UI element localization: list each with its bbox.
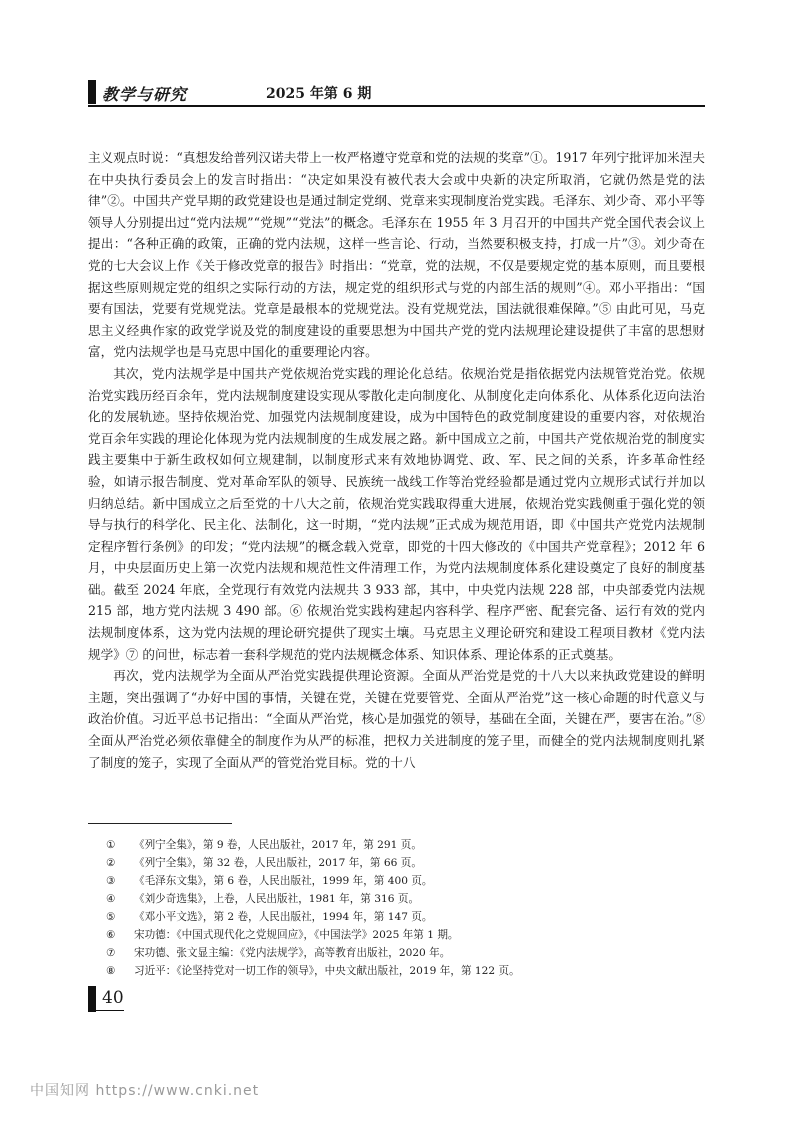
footnote-text: 《邓小平文选》，第 2 卷，人民出版社，1994 年，第 147 页。 [134,911,433,923]
footnote [106,890,706,908]
footnote-text: 《列宁全集》，第 32 卷，人民出版社，2017 年，第 66 页。 [134,857,422,869]
footnote-text: 宋功德、张文显主编：《党内法规学》，高等教育出版社，2020 年。 [134,947,451,959]
footnote [106,836,706,854]
footnote-text: 习近平：《论坚持党对一切工作的领导》，中央文献出版社，2019 年，第 122 页。 [134,965,520,977]
header-marker-bar [88,80,96,104]
running-header [88,80,705,106]
footnote [106,926,706,944]
footnote [106,872,706,890]
issue-label: 2025 年第 6 期 [266,86,372,102]
footnote [106,962,706,980]
footnote-text: 《列宁全集》，第 9 卷，人民出版社，2017 年，第 291 页。 [134,839,422,851]
footnote-text: 《毛泽东文集》，第 6 卷，人民出版社，1999 年，第 400 页。 [134,875,433,887]
footnote-number: ① [106,839,116,851]
page-marker-bar [88,986,96,1012]
journal-name: 教学与研究 [102,85,188,104]
footnote-number: ⑤ [106,911,116,923]
page-number-box [88,986,128,1012]
footnote [106,944,706,962]
footnote-number: ③ [106,875,116,887]
paragraph: 其次，党内法规学是中国共产党依规治党实践的理论化总结。依规治党是指依据党内法规管党治党。依规治党实践历经百余年，党内法规制度建设实现从零散化走向制度化、从制度化走向体系化、从体系化迈向法治化的发展轨迹。坚持依规治党、加强党内法规制度建设，成为中国特色的政党制度建设的重要内容，对依规治党百余年实践的理论化体现为党内法规制度的生成发展之路。新中国成立之前，中国共产党依规治党的制度实践主要集中于新生政权如何立规建制，以制度形式来有效地协调党、政、军、民之间的关系，许多革命性经验，如请示报告制度、党对革命军队的领导、民族统一战线工作等治党经验都是通过党内立规形式试行并加以归纳总结。新中国成立之后至党的十八大之前，依规治党实践取得重大进展，依规治党实践侧重于强化党的领导与执行的科学化、民主化、法制化，这一时期，“党内法规”正式成为规范用语，即《中国共产党党内法规制定程序暂行条例》的印发；“党内法规”的概念载入党章，即党的十四大修改的《中国共产党章程》；2012 年 6 月，中央层面历史上第一次党内法规和规范性文件清理工作，为党内法规制度体系化建设奠定了良好的制度基础。截至 2024 年底，全党现行有效党内法规共 3 933 部，其中，中央党内法规 228 部，中央部委党内法规 215 部，地方党内法规 3 490 部。⑥ 依规治党实践构建起内容科学、程序严密、配套完备、运行有效的党内法规制度体系，这为党内法规的理论研究提供了现实土壤。马克思主义理论研究和建设工程项目教材《党内法规学》⑦ 的问世，标志着一套科学规范的党内法规概念体系、知识体系、理论体系的正式奠基。 [88,365,705,662]
page-number: 40 [102,988,124,1008]
footnotes [106,836,706,980]
watermark: 中国知网 https://www.cnki.net [30,1083,260,1099]
footnote-number: ⑦ [106,947,116,959]
footnote-text: 宋功德：《中国式现代化之党规回应》，《中国法学》2025 年第 1 期。 [134,929,459,941]
footnote-number: ⑥ [106,929,116,941]
paragraph: 再次，党内法规学为全面从严治党实践提供理论资源。全面从严治党是党的十八大以来执政党建设的鲜明主题，突出强调了“办好中国的事情，关键在党，关键在党要管党、全面从严治党”这一核心命题的时代意义与政治价值。习近平总书记指出：“全面从严治党，核心是加强党的领导，基础在全面，关键在严，要害在治。”⑧全面从严治党必须依靠健全的制度作为从严的标准，把权力关进制度的笼子里，而健全的党内法规制度则扎紧了制度的笼子，实现了全面从严的管党治党目标。党的十八 [88,668,705,770]
footnote-number: ② [106,857,116,869]
footnote-rule [88,823,232,824]
header-rule [88,105,705,107]
footnote [106,908,706,926]
footnote-text: 《刘少奇选集》，上卷，人民出版社，1981 年，第 316 页。 [134,893,420,905]
footnote-number: ④ [106,893,116,905]
footnote [106,854,706,872]
body-text [88,147,705,773]
paragraph: 主义观点时说：“真想发给普列汉诺夫带上一枚严格遵守党章和党的法规的奖章”①。1917 年列宁批评加米涅夫在中央执行委员会上的发言时指出：“决定如果没有被代表大会或中央新的决定所取消，它就仍然是党的法律”②。中国共产党早期的政党建设也是通过制定党纲、党章来实现制度治党实践。毛泽东、刘少奇、邓小平等领导人分别提出过“党内法规”“党规”“党法”的概念。毛泽东在 1955 年 3 月召开的中国共产党全国代表会议上提出：“各种正确的政策，正确的党内法规，这样一些言论、行动，当然要积极支持，打成一片”③。刘少奇在党的七大会议上作《关于修改党章的报告》时指出：“党章，党的法规，不仅是要规定党的基本原则，而且要根据这些原则规定党的组织之实际行动的方法，规定党的组织形式与党的内部生活的规则”④。邓小平指出：“国要有国法，党要有党规党法。党章是最根本的党规党法。没有党规党法，国法就很难保障。”⑤ 由此可见，马克思主义经典作家的政党学说及党的制度建设的重要思想为中国共产党的党内法规理论建设提供了丰富的思想财富，党内法规学也是马克思中国化的重要理论内容。 [88,150,705,360]
footnote-number: ⑧ [106,965,116,977]
page-number-underline [96,1010,124,1011]
